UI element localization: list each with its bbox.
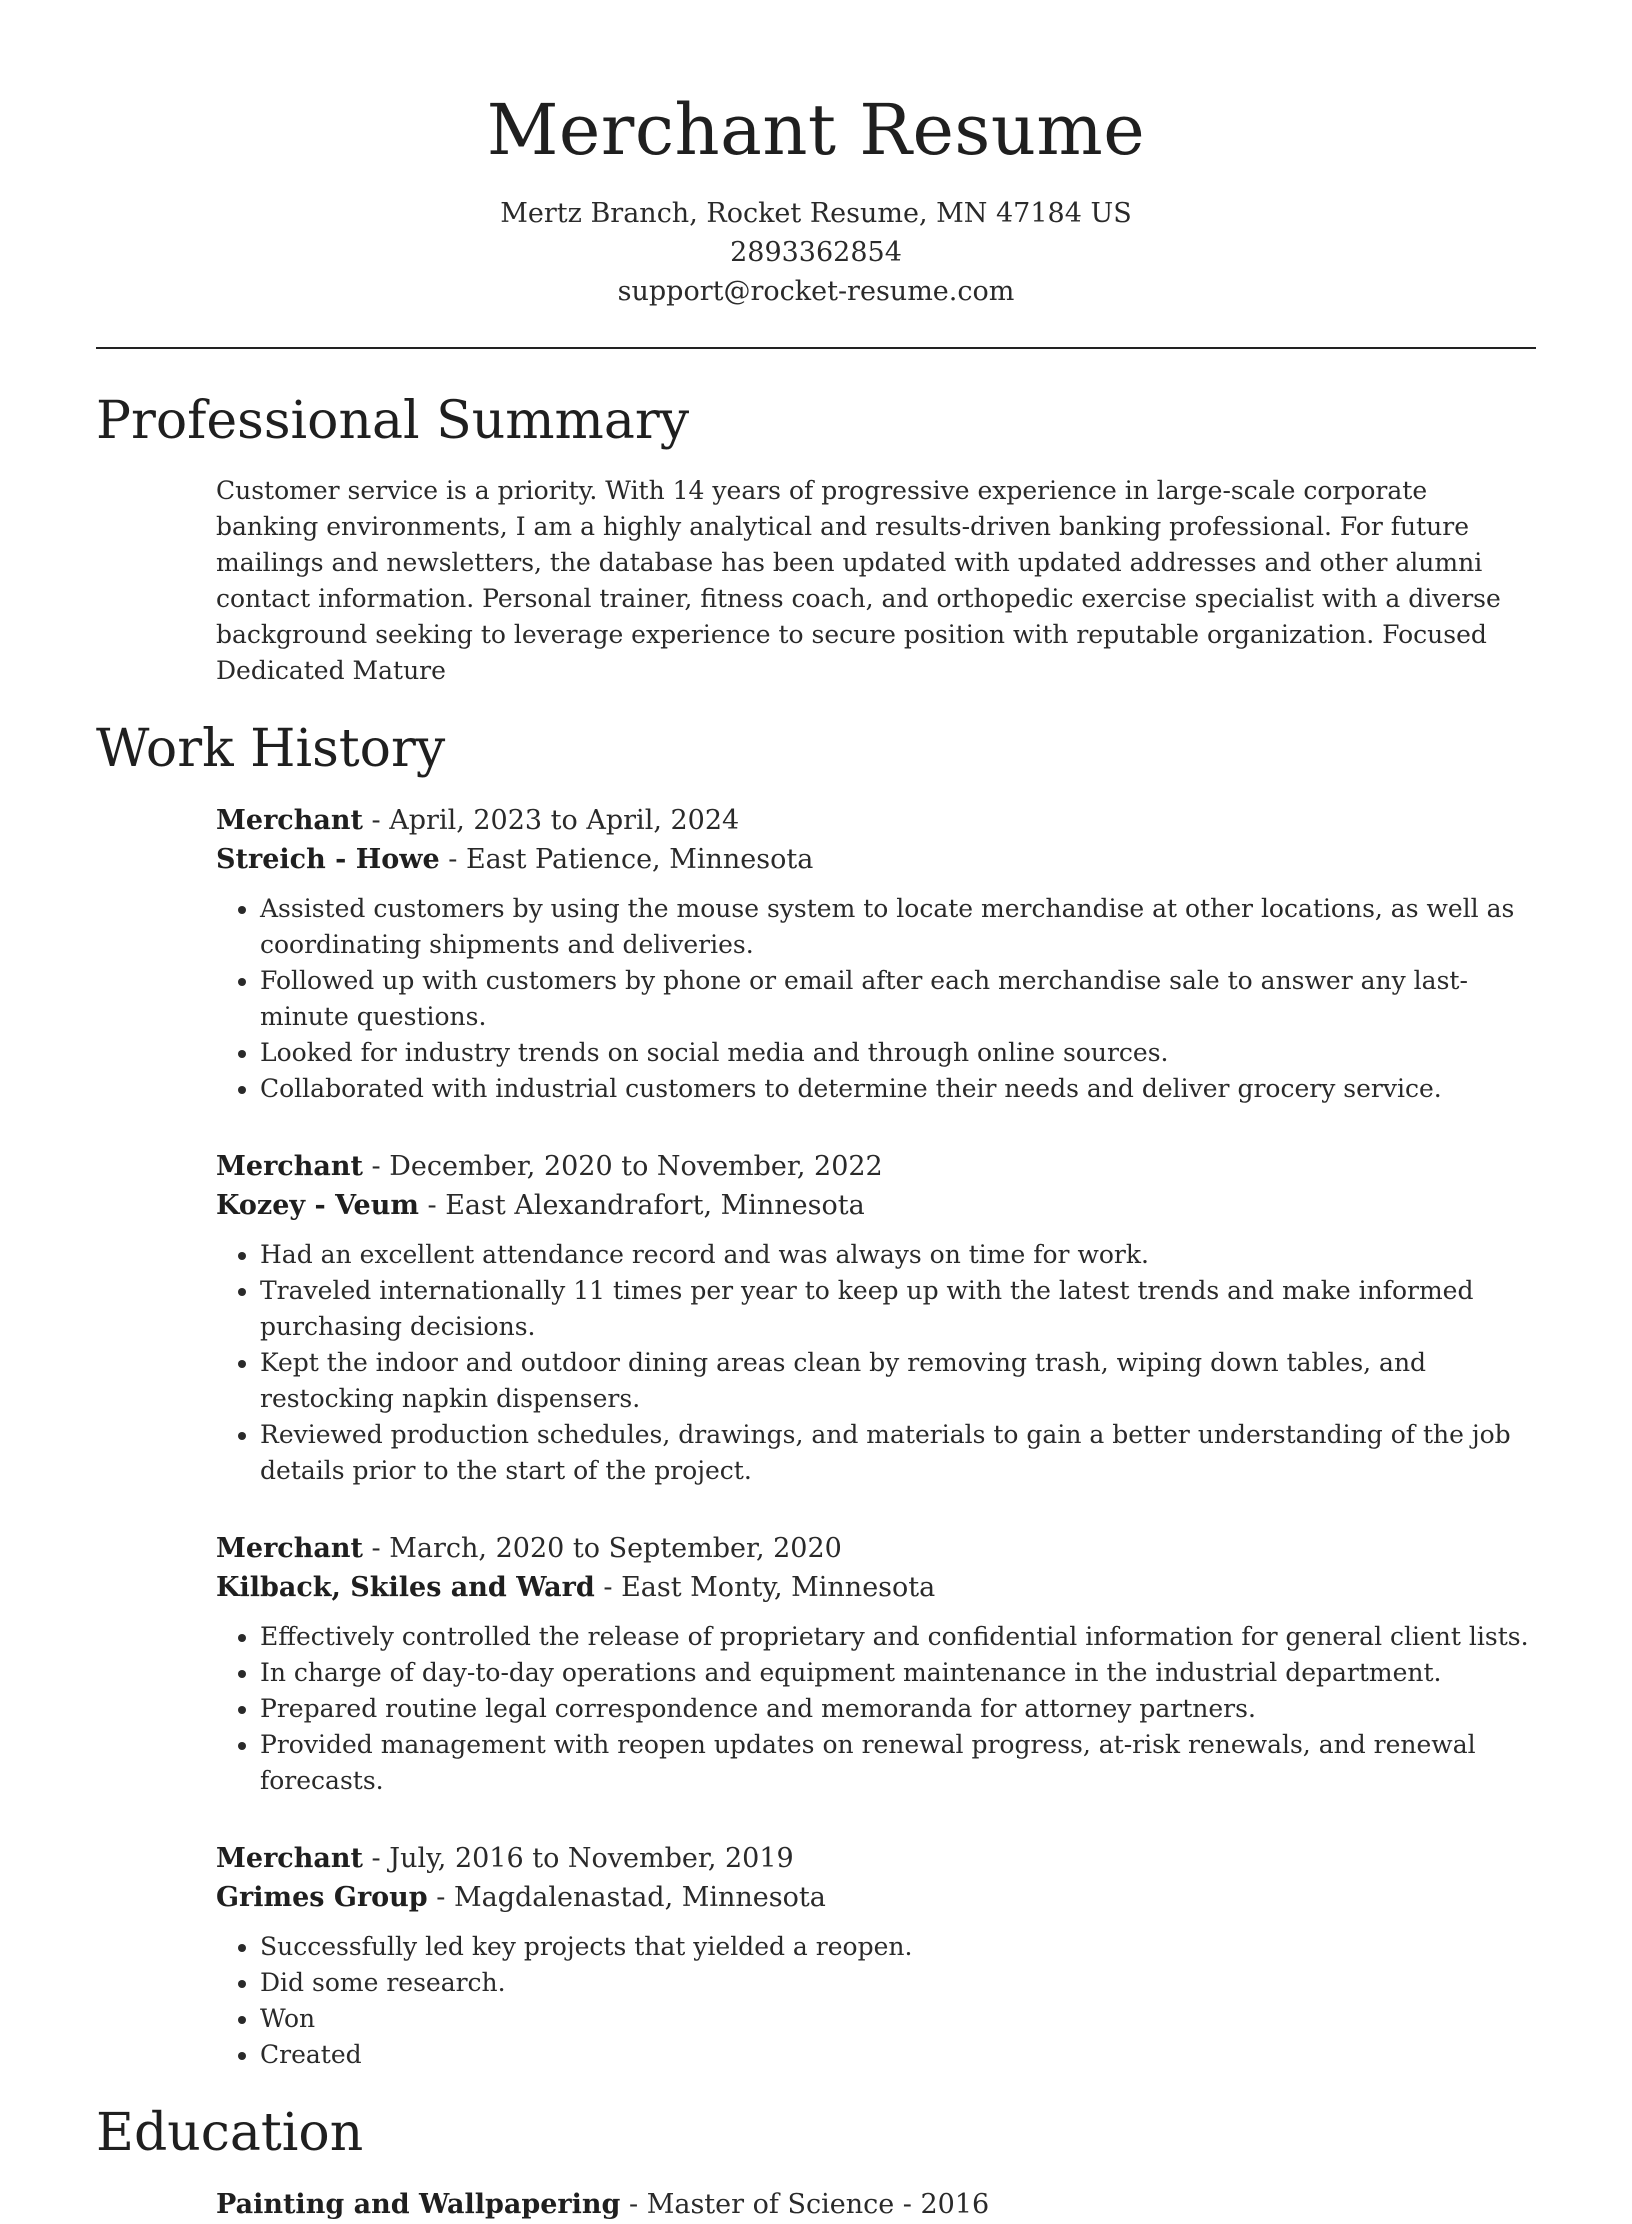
job-bullet: • Created <box>260 2037 1536 2073</box>
job-bullet: • Collaborated with industrial customers to determine their needs and deliver grocery service. <box>260 1071 1536 1107</box>
summary-heading: Professional Summary <box>96 391 690 451</box>
job-bullet: • Won <box>260 2001 1536 2037</box>
summary-text: Customer service is a priority. With 14 years of progressive experience in large-scale corporate banking environments, I am a highly analytical and results-driven banking professional. For future mailings and newsletters, the database has been updated with updated addresses and other alumni contact information. Personal trainer, fitness coach, and orthopedic exercise specialist with a diverse background seeking to leverage experience to secure position with reputable organization. Focused Dedicated Mature <box>216 476 1501 685</box>
education-field: Painting and Wallpapering <box>216 2189 621 2220</box>
job-bullet: • Traveled internationally 11 times per year to keep up with the latest trends and make informed purchasing decisions. <box>260 1273 1536 1345</box>
job-location: - Magdalenastad, Minnesota <box>427 1882 826 1913</box>
contact-email: support@rocket-resume.com <box>617 276 1015 307</box>
job-bullets <box>216 891 1536 1107</box>
job-bullet: • Assisted customers by using the mouse system to locate merchandise at other locations, as well as coordinating shipments and deliveries. <box>260 891 1536 963</box>
job-entry <box>216 1839 1536 2073</box>
job-bullet: • Prepared routine legal correspondence and memoranda for attorney partners. <box>260 1691 1536 1727</box>
job-company: Kilback, Skiles and Ward <box>216 1572 595 1603</box>
header-divider <box>96 347 1536 349</box>
job-location: - East Patience, Minnesota <box>439 844 814 875</box>
job-company-line <box>216 1878 1536 1917</box>
job-location: - East Alexandrafort, Minnesota <box>418 1190 865 1221</box>
job-location: - East Monty, Minnesota <box>594 1572 936 1603</box>
job-bullet: • Successfully led key projects that yielded a reopen. <box>260 1929 1536 1965</box>
contact-address: Mertz Branch, Rocket Resume, MN 47184 US <box>500 198 1132 229</box>
job-bullets <box>216 1929 1536 2073</box>
job-dates: - April, 2023 to April, 2024 <box>362 805 740 836</box>
job-role: Merchant <box>216 805 363 836</box>
job-dates: - March, 2020 to September, 2020 <box>362 1533 842 1564</box>
job-role: Merchant <box>216 1151 363 1182</box>
job-bullet: • Followed up with customers by phone or email after each merchandise sale to answer any last-minute questions. <box>260 963 1536 1035</box>
job-company: Streich - Howe <box>216 844 440 875</box>
job-bullet: • Kept the indoor and outdoor dining areas clean by removing trash, wiping down tables, and restocking napkin dispensers. <box>260 1345 1536 1417</box>
job-entry <box>216 1147 1536 1489</box>
resume-header <box>0 0 1632 311</box>
job-entry <box>216 1529 1536 1799</box>
job-company: Grimes Group <box>216 1882 428 1913</box>
job-entry <box>216 801 1536 1107</box>
job-bullets <box>216 1619 1536 1799</box>
job-title-line <box>216 801 1536 840</box>
education-entry <box>216 2185 1536 2224</box>
job-bullet: • Effectively controlled the release of proprietary and confidential information for general client lists. <box>260 1619 1536 1655</box>
job-bullet: • In charge of day-to-day operations and equipment maintenance in the industrial department. <box>260 1655 1536 1691</box>
education-heading: Education <box>96 2103 364 2163</box>
work-history-heading: Work History <box>96 719 446 779</box>
job-bullet: • Did some research. <box>260 1965 1536 2001</box>
job-title-line <box>216 1147 1536 1186</box>
contact-info <box>0 194 1632 311</box>
job-role: Merchant <box>216 1843 363 1874</box>
job-bullet: • Provided management with reopen updates on renewal progress, at-risk renewals, and renewal forecasts. <box>260 1727 1536 1799</box>
job-company-line <box>216 1186 1536 1225</box>
job-company-line <box>216 1568 1536 1607</box>
job-bullet: • Had an excellent attendance record and was always on time for work. <box>260 1237 1536 1273</box>
job-dates: - July, 2016 to November, 2019 <box>362 1843 794 1874</box>
job-dates: - December, 2020 to November, 2022 <box>362 1151 883 1182</box>
job-title-line <box>216 1529 1536 1568</box>
contact-phone: 2893362854 <box>730 237 902 268</box>
job-bullet: • Reviewed production schedules, drawings, and materials to gain a better understanding of the job details prior to the start of the project. <box>260 1417 1536 1489</box>
job-role: Merchant <box>216 1533 363 1564</box>
job-bullet: • Looked for industry trends on social media and through online sources. <box>260 1035 1536 1071</box>
job-bullets <box>216 1237 1536 1489</box>
job-title-line <box>216 1839 1536 1878</box>
resume-name: Merchant Resume <box>486 89 1146 171</box>
education-detail: - Master of Science - 2016 <box>620 2189 990 2220</box>
job-company-line <box>216 840 1536 879</box>
job-company: Kozey - Veum <box>216 1190 419 1221</box>
